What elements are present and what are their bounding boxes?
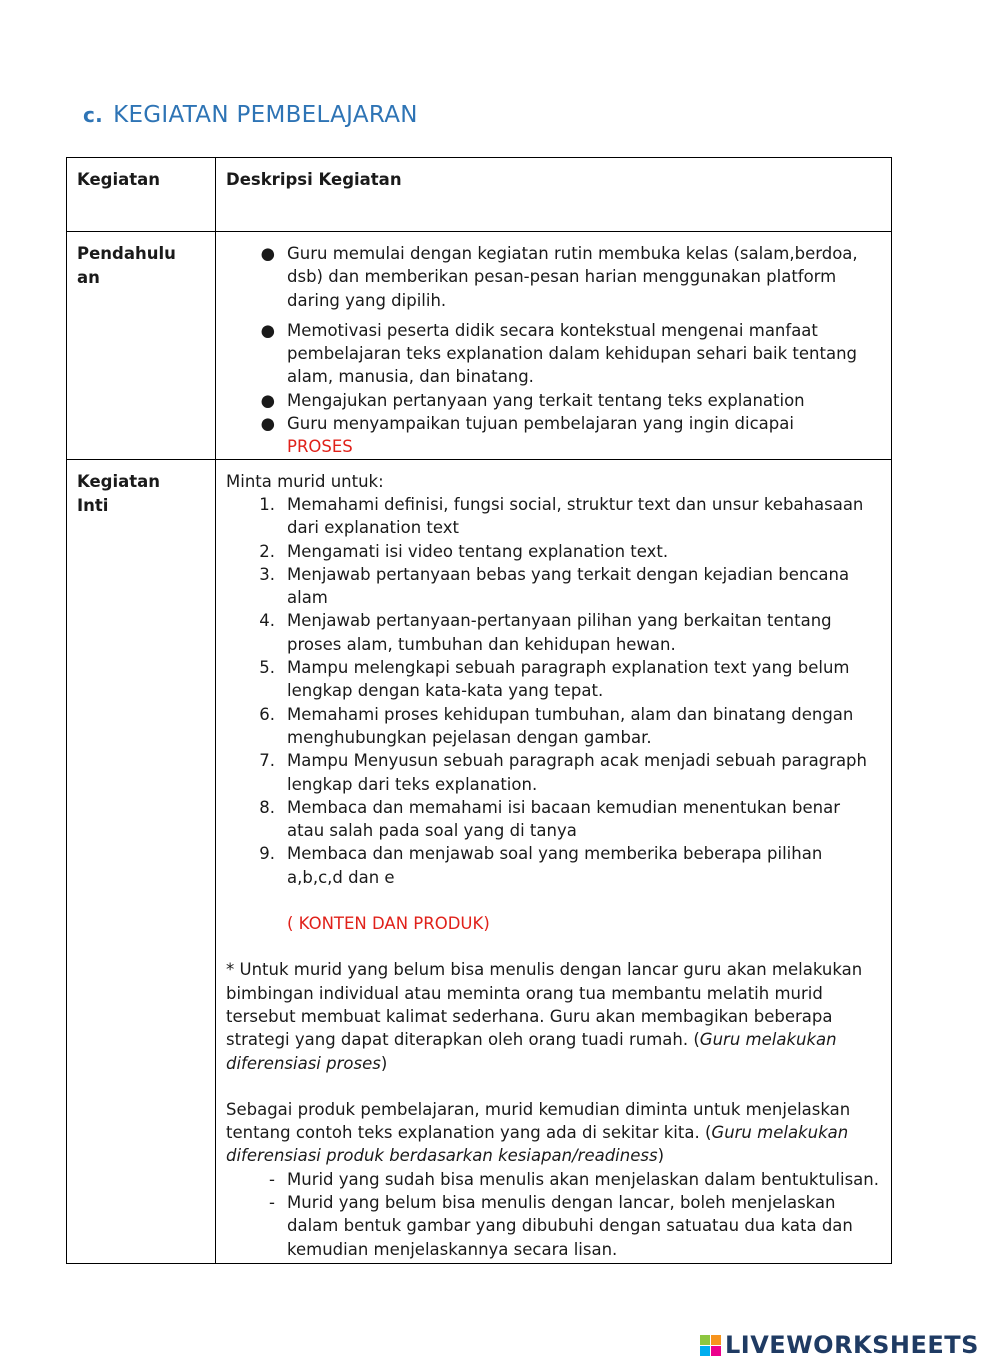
list-item: 7. Mampu Menyusun sebuah paragraph acak menjadi sebuah paragraph lengkap dari teks explanation. (259, 751, 867, 794)
pendahuluan-label (67, 232, 216, 460)
product-dash-list (226, 1168, 881, 1261)
list-item: ● Memotivasi peserta didik secara kontekstual mengenai manfaat pembelajaran teks explanation dalam kehidupan sehari baik tentang alam, manusia, dan binatang. (226, 319, 881, 389)
list-item: 1. Memahami definisi, fungsi social, struktur text dan unsur kebahasaan dari explanation text (259, 494, 864, 538)
dash-icon: - (269, 1169, 275, 1189)
bullet-icon: ● (260, 244, 275, 263)
inti-numbered-list (226, 493, 881, 889)
table-header-row (67, 158, 892, 232)
list-item: 6. Memahami proses kehidupan tumbuhan, alam dan binatang dengan menghubungkan pejelasan dengan gambar. (259, 704, 854, 747)
list-item: 5. Mampu melengkapi sebuah paragraph explanation text yang belum lengkap dengan kata-kata yang tepat. (259, 658, 850, 701)
list-item: 8. Membaca dan memahami isi bacaan kemudian menentukan benar atau salah pada soal yang di tanya (259, 797, 841, 841)
inti-label-line2: Inti (77, 495, 109, 515)
differentiation-note: * Untuk murid yang belum bisa menulis dengan lancar guru akan melakukan bimbingan individual atau meminta orang tua membantu melatih murid tersebut membuat kalimat sederhana. Guru akan membagikan beberapa strategi yang dapat diterapkan oleh orang tuadi rumah. (Guru melakukan diferensiasi proses) (226, 960, 863, 1073)
header-deskripsi: Deskripsi Kegiatan (216, 158, 892, 232)
activities-table (66, 157, 892, 1264)
list-item: ● Guru memulai dengan kegiatan rutin membuka kelas (salam,berdoa, dsb) dan memberikan pesan-pesan harian menggunakan platform daring yang dipilih. (226, 242, 881, 312)
logo-text: LIVEWORKSHEETS (725, 1331, 979, 1359)
konten-label: ( KONTEN DAN PRODUK) (287, 914, 490, 934)
pendahuluan-bullets (226, 242, 881, 435)
list-item: 9. Membaca dan menjawab soal yang memberika beberapa pilihan a,b,c,d dan e (259, 844, 823, 887)
inti-intro: Minta murid untuk: (226, 471, 384, 491)
list-item: 4. Menjawab pertanyaan-pertanyaan pilihan yang berkaitan tentang proses alam, tumbuhan dan kehidupan hewan. (259, 611, 832, 654)
pendahuluan-content (216, 232, 892, 460)
section-title: KEGIATAN PEMBELAJARAN (113, 102, 418, 128)
logo-cubes-icon (700, 1335, 721, 1356)
section-letter: c. (83, 103, 104, 127)
pendahuluan-row (67, 232, 892, 460)
inti-label-line1: Kegiatan (77, 471, 161, 491)
dash-icon: - (269, 1192, 275, 1212)
bullet-icon: ● (260, 414, 275, 434)
inti-label (67, 459, 216, 1263)
proses-label: PROSES (287, 437, 353, 457)
pendahuluan-label-line2: an (77, 268, 100, 287)
list-item: - Murid yang sudah bisa menulis akan menjelaskan dalam bentuktulisan. (226, 1168, 881, 1191)
bullet-icon: ● (260, 390, 275, 410)
list-item: ● Guru menyampaikan tujuan pembelajaran yang ingin dicapai (226, 412, 881, 435)
header-kegiatan: Kegiatan (67, 158, 216, 232)
bullet-icon: ● (260, 320, 275, 340)
inti-content (216, 459, 892, 1263)
product-note: Sebagai produk pembelajaran, murid kemudian diminta untuk menjelaskan tentang contoh teks explanation yang ada di sekitar kita. (Guru melakukan diferensiasi produk berdasarkan kesiapan/readiness) (226, 1099, 851, 1166)
section-heading (83, 102, 418, 128)
list-item: ● Mengajukan pertanyaan yang terkait tentang teks explanation (226, 389, 881, 412)
liveworksheets-logo (700, 1331, 979, 1359)
inti-row (67, 459, 892, 1263)
list-item: 3. Menjawab pertanyaan bebas yang terkait dengan kejadian bencana alam (259, 564, 850, 608)
list-item: - Murid yang belum bisa menulis dengan lancar, boleh menjelaskan dalam bentuk gambar yang dibubuhi dengan satuatau dua kata dan kemudian menjelaskannya secara lisan. (226, 1191, 881, 1261)
pendahuluan-label-line1: Pendahulu (77, 244, 176, 263)
list-item: 2. Mengamati isi video tentang explanation text. (259, 541, 669, 561)
